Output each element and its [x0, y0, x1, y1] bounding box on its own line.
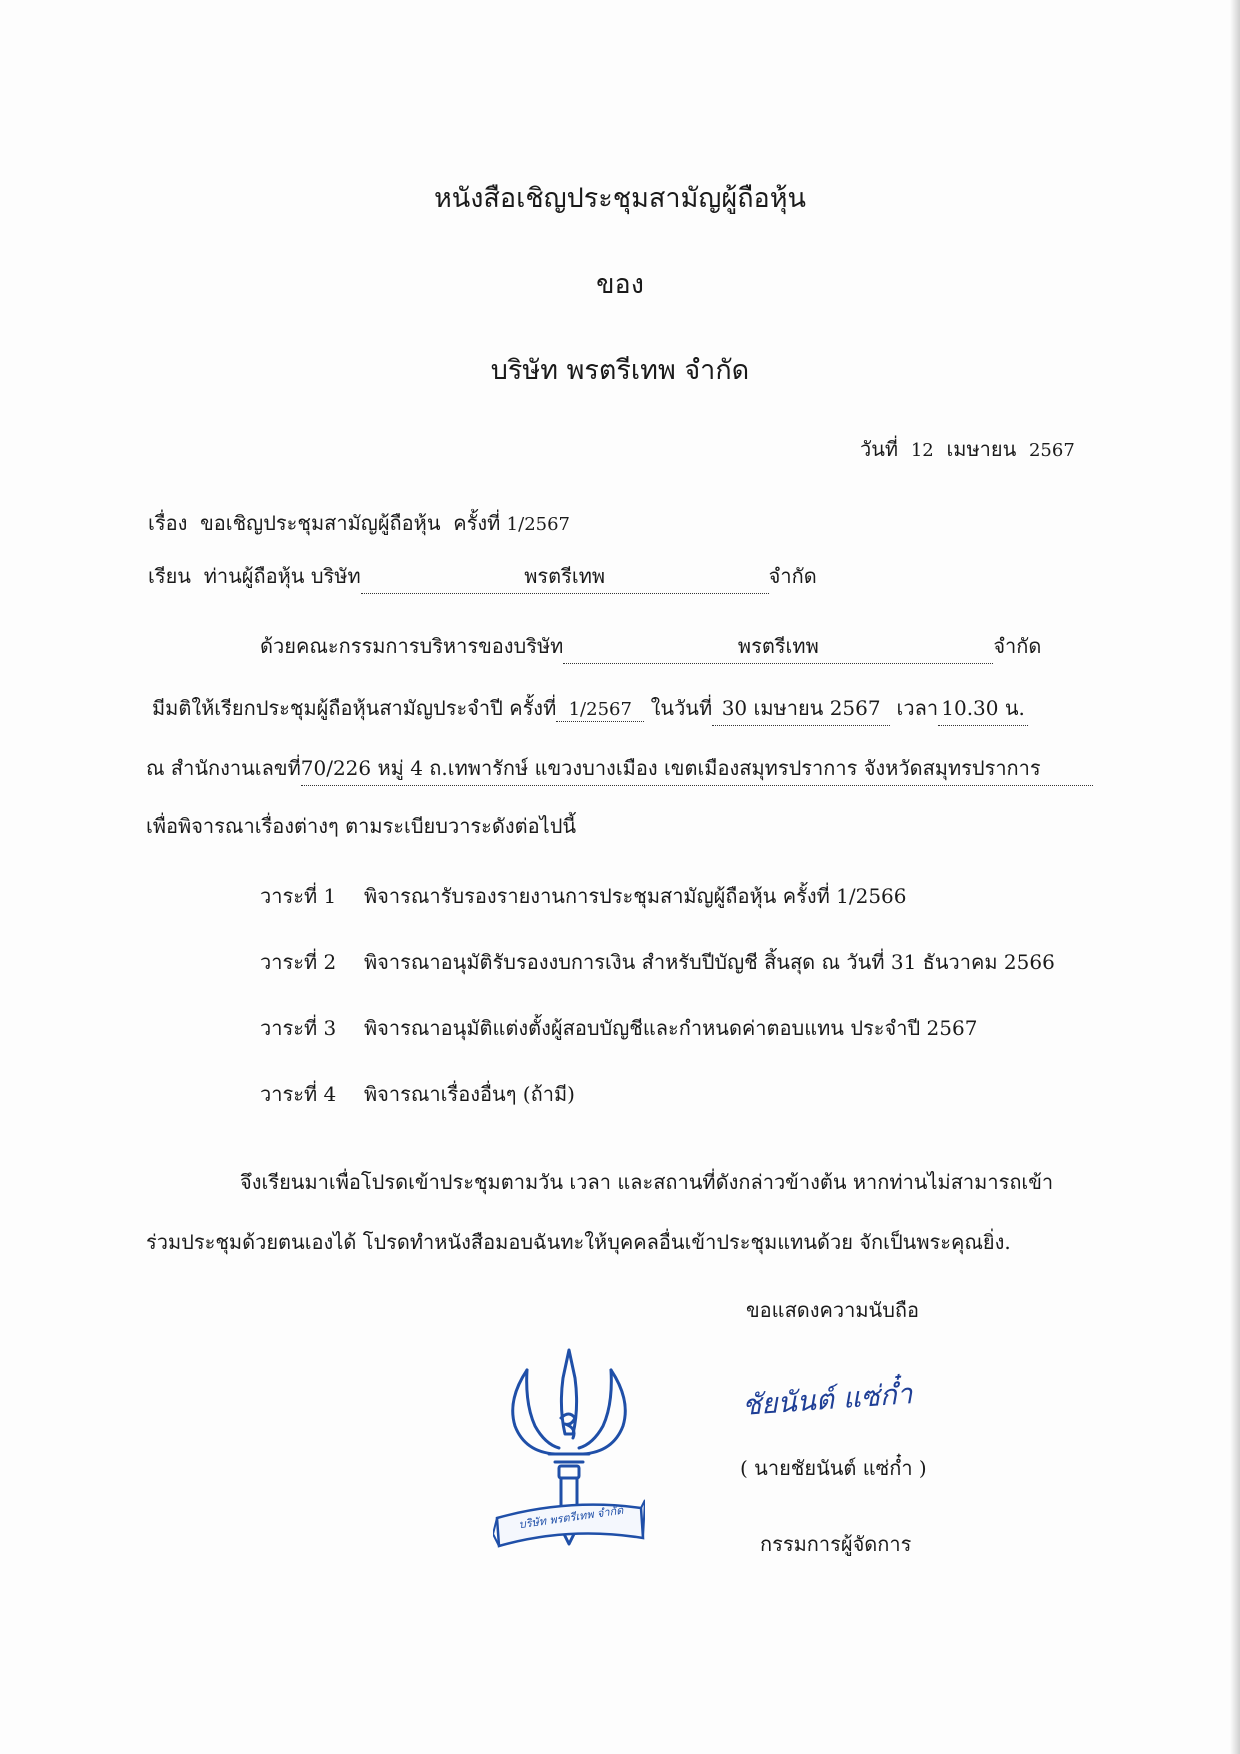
regards: ขอแสดงความนับถือ	[746, 1298, 920, 1322]
resolution-text: มีมติให้เรียกประชุมผู้ถือหุ้นสามัญประจำปี ครั้งที่	[152, 696, 557, 720]
board-company: พรตรีเทพ	[563, 630, 993, 664]
agenda-text: พิจารณาอนุมัติแต่งตั้งผู้สอบบัญชีและกำหนดค่าตอบแทน ประจำปี 2567	[364, 1016, 978, 1040]
subject-line	[148, 507, 570, 539]
company-name: บริษัท พรตรีเทพ จำกัด	[490, 355, 750, 386]
document-of: ของ	[596, 269, 644, 300]
date-label: วันที่	[860, 437, 899, 461]
page-edge-shadow	[1230, 0, 1240, 1754]
board-text: ด้วยคณะกรรมการบริหารของบริษัท	[260, 634, 564, 658]
signer-position: กรรมการผู้จัดการ	[760, 1532, 912, 1556]
meeting-date-label: ในวันที่	[650, 696, 713, 720]
subject-no-label: ครั้งที่	[453, 511, 501, 535]
date-month: เมษายน	[946, 437, 1017, 461]
agenda-item	[260, 880, 907, 912]
seal-text: บริษัท พรตรีเทพ จำกัด	[518, 1503, 625, 1532]
meeting-date: 30 เมษายน 2567	[712, 692, 890, 726]
agenda-item	[260, 1012, 977, 1044]
paragraph1-line4: เพื่อพิจารณาเรื่องต่างๆ ตามระเบียบวาระดังต่อไปนี้	[146, 814, 577, 838]
signer-name: ( นายชัยนันต์ แซ่ก๋ำ )	[740, 1456, 927, 1480]
agenda-text: พิจารณาอนุมัติรับรองงบการเงิน สำหรับปีบัญชี สิ้นสุด ณ วันที่ 31 ธันวาคม 2566	[364, 950, 1055, 974]
subject-label: เรื่อง	[148, 511, 188, 535]
address-label: ณ สำนักงานเลขที่	[146, 756, 301, 780]
meeting-time-label: เวลา	[896, 696, 939, 720]
paragraph1-line1	[260, 630, 1041, 664]
agenda-label: วาระที่ 1	[260, 884, 337, 908]
agenda-label: วาระที่ 3	[260, 1016, 337, 1040]
recipient-line	[148, 560, 817, 594]
date-day: 12	[910, 440, 934, 461]
closing-line2: ร่วมประชุมด้วยตนเองได้ โปรดทำหนังสือมอบฉันทะให้บุคคลอื่นเข้าประชุมแทนด้วย จักเป็นพระคุณยิ่ง.	[146, 1230, 1011, 1254]
agenda-label: วาระที่ 4	[260, 1082, 337, 1106]
meeting-address: 70/226 หมู่ 4 ถ.เทพารักษ์ แขวงบางเมือง เขตเมืองสมุทรปราการ จังหวัดสมุทรปราการ	[301, 752, 1093, 786]
agenda-item	[260, 946, 1055, 978]
recipient-suffix: จำกัด	[768, 564, 817, 588]
date-year: 2567	[1028, 440, 1075, 461]
agenda-text: พิจารณารับรองรายงานการประชุมสามัญผู้ถือหุ้น ครั้งที่ 1/2566	[364, 884, 907, 908]
agenda-label: วาระที่ 2	[260, 950, 337, 974]
paragraph1-line3	[146, 752, 1093, 786]
document-title: หนังสือเชิญประชุมสามัญผู้ถือหุ้น	[433, 183, 807, 214]
meeting-time: 10.30 น.	[938, 692, 1028, 726]
board-company-suffix: จำกัด	[993, 634, 1042, 658]
closing-line1: จึงเรียนมาเพื่อโปรดเข้าประชุมตามวัน เวลา และสถานที่ดังกล่าวข้างต้น หากท่านไม่สามารถเข้า	[240, 1170, 1054, 1194]
recipient-label: เรียน	[148, 564, 191, 588]
letter-date	[860, 433, 1075, 465]
paragraph1-line2	[152, 692, 1028, 726]
agenda-text: พิจารณาเรื่องอื่นๆ (ถ้ามี)	[364, 1082, 575, 1106]
recipient-text: ท่านผู้ถือหุ้น บริษัท	[203, 564, 361, 588]
handwritten-signature: ชัยนันต์ แซ่ก๋ำ	[741, 1377, 914, 1422]
meeting-number: 1/2567	[556, 699, 644, 722]
recipient-company: พรตรีเทพ	[361, 560, 769, 594]
subject-text: ขอเชิญประชุมสามัญผู้ถือหุ้น	[200, 511, 441, 535]
agenda-item	[260, 1078, 575, 1110]
subject-no: 1/2567	[506, 514, 570, 535]
